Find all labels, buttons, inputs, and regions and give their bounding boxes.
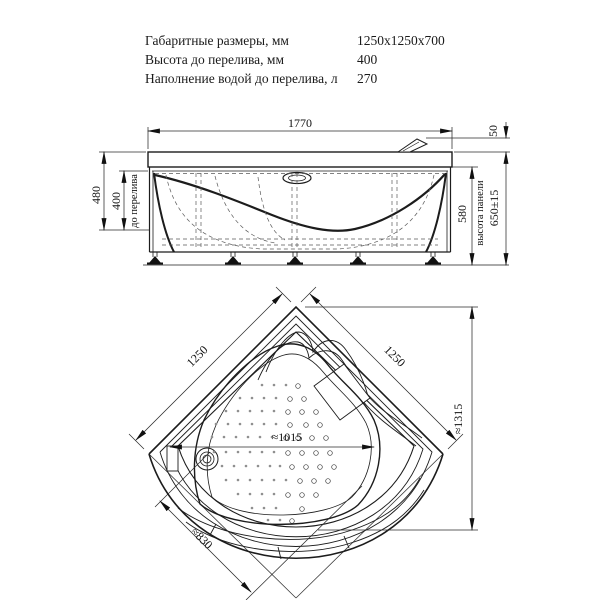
spec-label: Наполнение водой до перелива, л — [145, 71, 338, 86]
dim-side-left-label: 1250 — [183, 342, 211, 370]
jet-dots — [211, 384, 288, 522]
bounding-square — [149, 454, 443, 598]
dim-height-inner-label: 580 — [455, 205, 469, 223]
panel-caption: высота панели — [475, 180, 486, 246]
dim-width-label: 1770 — [288, 116, 312, 130]
spec-value: 1250x1250x700 — [357, 33, 445, 48]
dim-inner-width-label: ≈1015 — [271, 430, 303, 444]
dim-spout-label: 50 — [486, 125, 500, 137]
dim-depth-label: ≈1315 — [451, 403, 465, 435]
dim-overflow-label: 400 — [109, 192, 123, 210]
legs — [147, 252, 441, 265]
overflow-caption: до перелива — [129, 174, 140, 228]
rim-control-box — [167, 446, 178, 471]
spec-value: 270 — [357, 71, 378, 86]
spout-fixture — [398, 139, 427, 152]
spec-label: Габаритные размеры, мм — [145, 33, 289, 48]
front-view-dimensions — [99, 122, 510, 265]
spec-label: Высота до перелива, мм — [145, 52, 285, 67]
dim-front-width-label: ≈830 — [188, 524, 216, 552]
dim-side-right-label: 1250 — [381, 342, 409, 370]
front-view-drawing — [143, 139, 509, 265]
dim-height-outer-label: 480 — [89, 186, 103, 204]
dim-panel-height-label: 650±15 — [487, 189, 501, 227]
spec-value: 400 — [357, 52, 378, 67]
